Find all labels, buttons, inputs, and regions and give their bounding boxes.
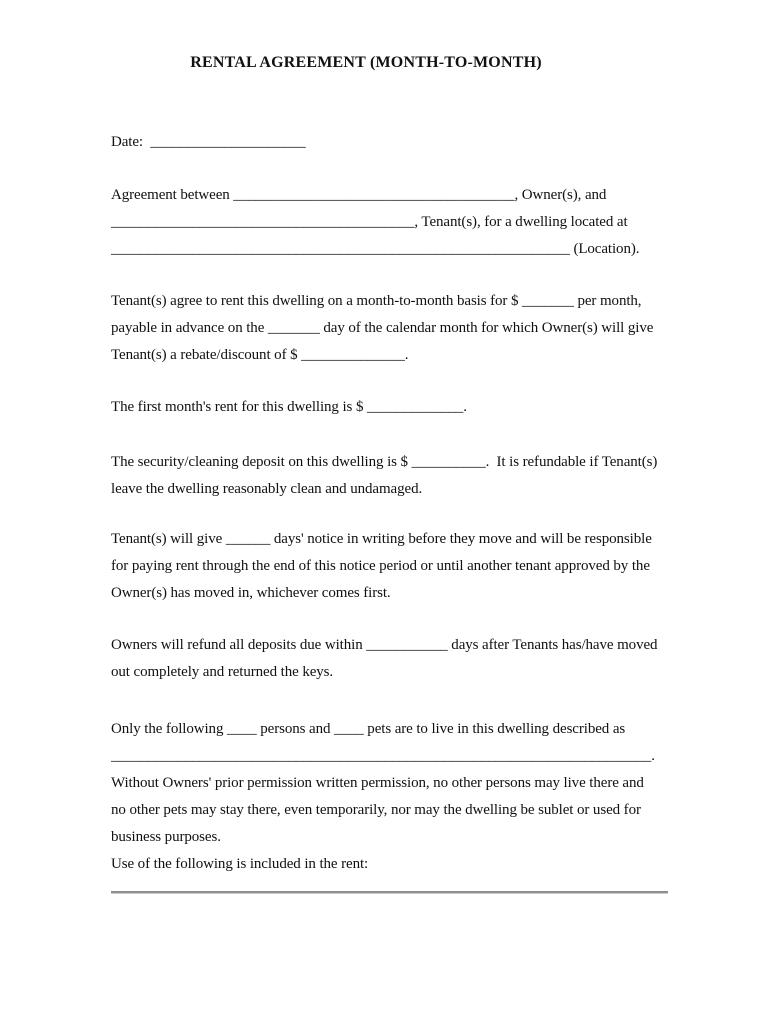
text-line: The first month's rent for this dwelling is $ _____________. — [111, 399, 467, 415]
text-line: Agreement between ______________________________________, Owner(s), and — [111, 187, 607, 203]
text-line: no other pets may stay there, even temporarily, nor may the dwelling be sublet or used for — [111, 802, 641, 818]
text-line: for paying rent through the end of this notice period or until another tenant approved by the — [111, 558, 650, 574]
rent-includes-blank-field-line[interactable] — [111, 891, 668, 894]
occupancy-paragraph — [111, 716, 655, 878]
text-line: Date: _____________________ — [111, 134, 306, 150]
text-line: payable in advance on the _______ day of the calendar month for which Owner(s) will give — [111, 320, 654, 336]
text-line: The security/cleaning deposit on this dwelling is $ __________. It is refundable if Tenant(s) — [111, 454, 658, 470]
text-line: Owner(s) has moved in, whichever comes first. — [111, 585, 391, 601]
text-line: Use of the following is included in the rent: — [111, 856, 369, 872]
parties-paragraph — [111, 182, 639, 263]
text-line: Without Owners' prior permission written permission, no other persons may live there and — [111, 775, 644, 791]
security-deposit-paragraph — [111, 449, 657, 503]
text-line: out completely and returned the keys. — [111, 664, 334, 680]
text-line: business purposes. — [111, 829, 221, 845]
move-out-notice-paragraph — [111, 526, 652, 607]
text-line: Tenant(s) agree to rent this dwelling on a month-to-month basis for $ _______ per month, — [111, 293, 642, 309]
text-line: Tenant(s) a rebate/discount of $ ______________. — [111, 347, 409, 363]
text-line: Only the following ____ persons and ____ pets are to live in this dwelling described as — [111, 721, 626, 737]
text-line: Owners will refund all deposits due within ___________ days after Tenants has/have moved — [111, 637, 658, 653]
text-line: ______________________________________________________________ (Location). — [111, 241, 640, 257]
deposit-refund-paragraph — [111, 632, 657, 686]
document-title: RENTAL AGREEMENT (MONTH-TO-MONTH) — [190, 54, 542, 71]
rent-terms-paragraph — [111, 288, 653, 369]
date-line — [111, 129, 306, 156]
text-line: Tenant(s) will give ______ days' notice in writing before they move and will be responsible — [111, 531, 652, 547]
text-line: _________________________________________, Tenant(s), for a dwelling located at — [111, 214, 628, 230]
text-line: _________________________________________________________________________. — [111, 748, 655, 764]
text-line: leave the dwelling reasonably clean and undamaged. — [111, 481, 423, 497]
first-month-rent-paragraph — [111, 394, 467, 421]
